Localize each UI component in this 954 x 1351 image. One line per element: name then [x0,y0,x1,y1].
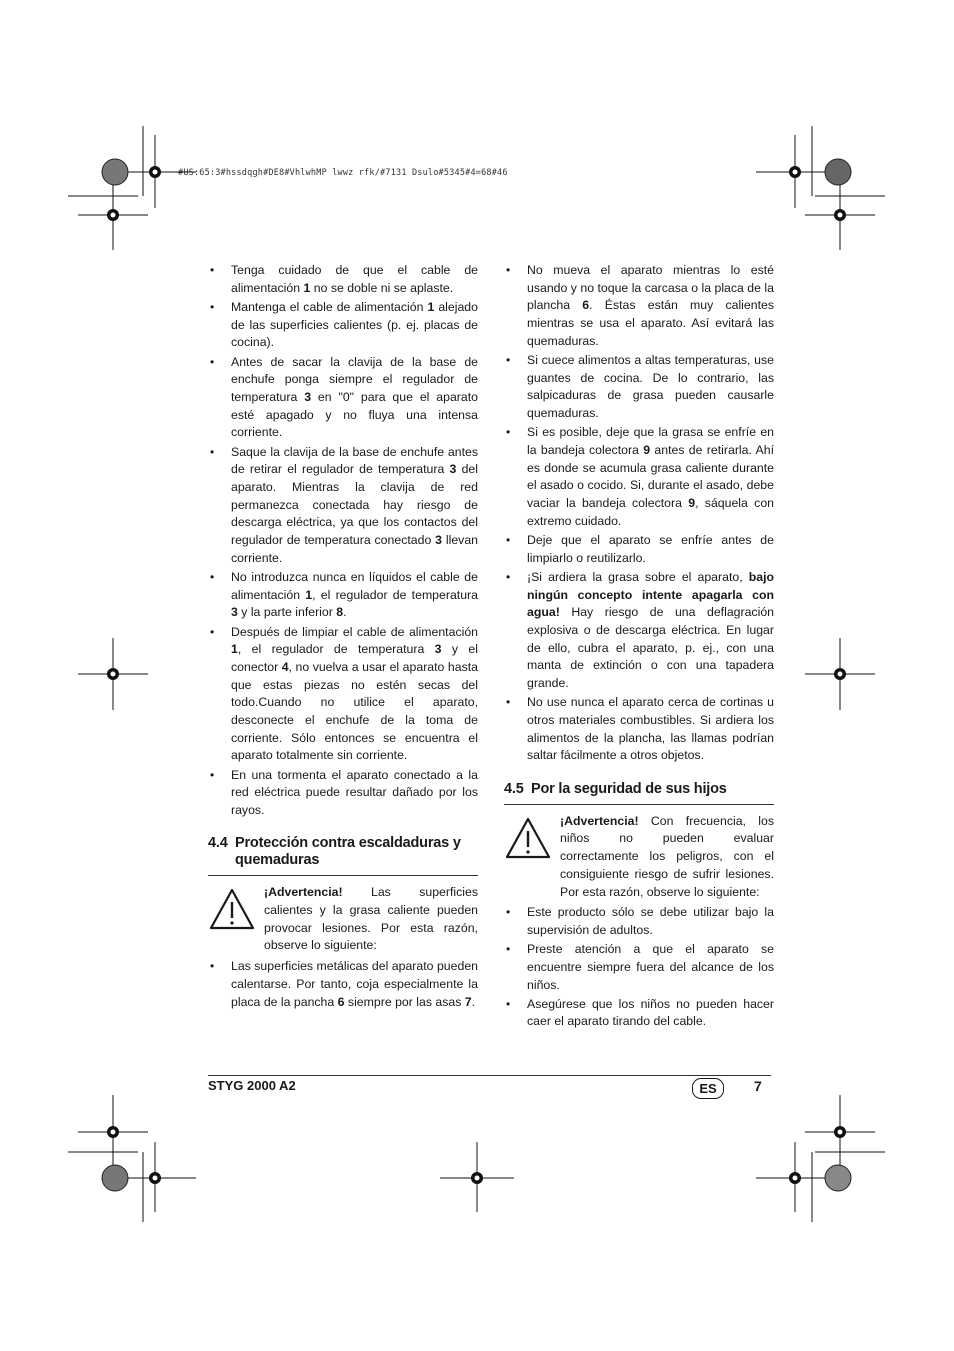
section-heading-4-4 [208,835,478,876]
print-slug: #US:65:3#hssdqgh#DE8#VhlwhMP lwwz rfk/#7131 Dsulo#5345#4=68#46 [178,168,508,178]
warning-text: ¡Advertencia! Con frecuencia, los niños no pueden evaluar correctamente los peligros, con el consiguiente riesgo de sufrir lesiones. Por esta razón, observe lo siguiente: [560,813,774,899]
section-title-line1: Por la seguridad de sus hijos [531,780,727,797]
section-title-line1: Protección contra escaldaduras y [235,835,461,852]
right-bullet-list [504,262,774,765]
warning-block-right [504,813,774,902]
section-heading-4-5 [504,781,774,805]
footer-model: STYG 2000 A2 [208,1078,296,1093]
list-item: • Preste atención a que el aparato se encuentre siempre fuera del alcance de los niños. [504,941,774,994]
list-item: • No use nunca el aparato cerca de cortinas u otros materiales combustibles. Si ardiera los alimentos de la plancha, las llamas podrían saltar fácilmente a otros objetos. [504,694,774,765]
list-item: • Si cuece alimentos a altas temperaturas, use guantes de cocina. De lo contrario, las salpicaduras de grasa pueden causarle quemaduras. [504,352,774,423]
list-item: • En una tormenta el aparato conectado a la red eléctrica puede resultar dañado por los rayos. [208,767,478,820]
language-badge: ES [692,1078,724,1099]
list-item: • Mantenga el cable de alimentación 1 alejado de las superficies calientes (p. ej. placas de cocina). [208,299,478,352]
list-item: • Tenga cuidado de que el cable de alimentación 1 no se doble ni se aplaste. [208,262,478,297]
left-bullet-list-2 [208,958,478,1011]
section-number: 4.4 [208,835,228,852]
list-item: • No introduzca nunca en líquidos el cable de alimentación 1, el regulador de temperatura 3 y la parte inferior 8. [208,569,478,622]
right-bullet-list-2 [504,904,774,1031]
left-bullet-list [208,262,478,820]
list-item: • Si es posible, deje que la grasa se enfríe en la bandeja colectora 9 antes de retirarla. Ahí es donde se acumula grasa caliente durante el asado o cocido. Si, durante el asado, debe vaciar la bandeja colectora 9, sáquela con extremo cuidado. [504,424,774,530]
list-item: • Después de limpiar el cable de alimentación 1, el regulador de temperatura 3 y el conector 4, no vuelva a usar el aparato hasta que estas piezas no estén secas del todo.Cuando no utilice el aparato, desconecte el enchufe de la toma de corriente. Sólo entonces se encuentra el aparato totalmente sin corriente. [208,624,478,766]
warning-triangle-icon [505,817,551,859]
list-item: • Deje que el aparato se enfríe antes de limpiarlo o reutilizarlo. [504,532,774,567]
list-item: • Antes de sacar la clavija de la base de enchufe ponga siempre el regulador de temperatura 3 en "0" para que el aparato esté apagado y no fluya una intensa corriente. [208,354,478,443]
list-item: • No mueva el aparato mientras lo esté usando y no toque la carcasa o la placa de la plancha 6. Éstas están muy calientes mientras se usa el aparato. Así evitará las quemaduras. [504,262,774,351]
left-column [208,262,478,1013]
page-number: 7 [754,1078,762,1094]
list-item: • ¡Si ardiera la grasa sobre el aparato, bajo ningún concepto intente apagarla con agua! Hay riesgo de una deflagración explosiva o de descarga eléctrica. En lugar de ello, cubra el aparato, p. ej., con una manta de extinción o con una tapadera grande. [504,569,774,693]
section-title-line2: quemaduras [235,852,320,869]
list-item: • Saque la clavija de la base de enchufe antes de retirar el regulador de temperatura 3 del aparato. Mientras la clavija de red permanezca conectada hay riesgo de descarga eléctrica, ya que los contactos del regulador de temperatura conectado 3 llevan corriente. [208,444,478,568]
warning-triangle-icon [209,888,255,930]
warning-block-left [208,884,478,955]
right-column [504,262,774,1033]
list-item: • Las superficies metálicas del aparato pueden calentarse. Por tanto, coja especialmente la placa de la pancha 6 siempre por las asas 7. [208,958,478,1011]
section-number: 4.5 [504,780,524,797]
footer-rule [208,1075,771,1076]
list-item: • Este producto sólo se debe utilizar bajo la supervisión de adultos. [504,904,774,939]
warning-text: ¡Advertencia! Las superficies calientes y la grasa caliente pueden provocar lesiones. Por esta razón, observe lo siguiente: [264,885,478,953]
list-item: • Asegúrese que los niños no pueden hacer caer el aparato tirando del cable. [504,996,774,1031]
